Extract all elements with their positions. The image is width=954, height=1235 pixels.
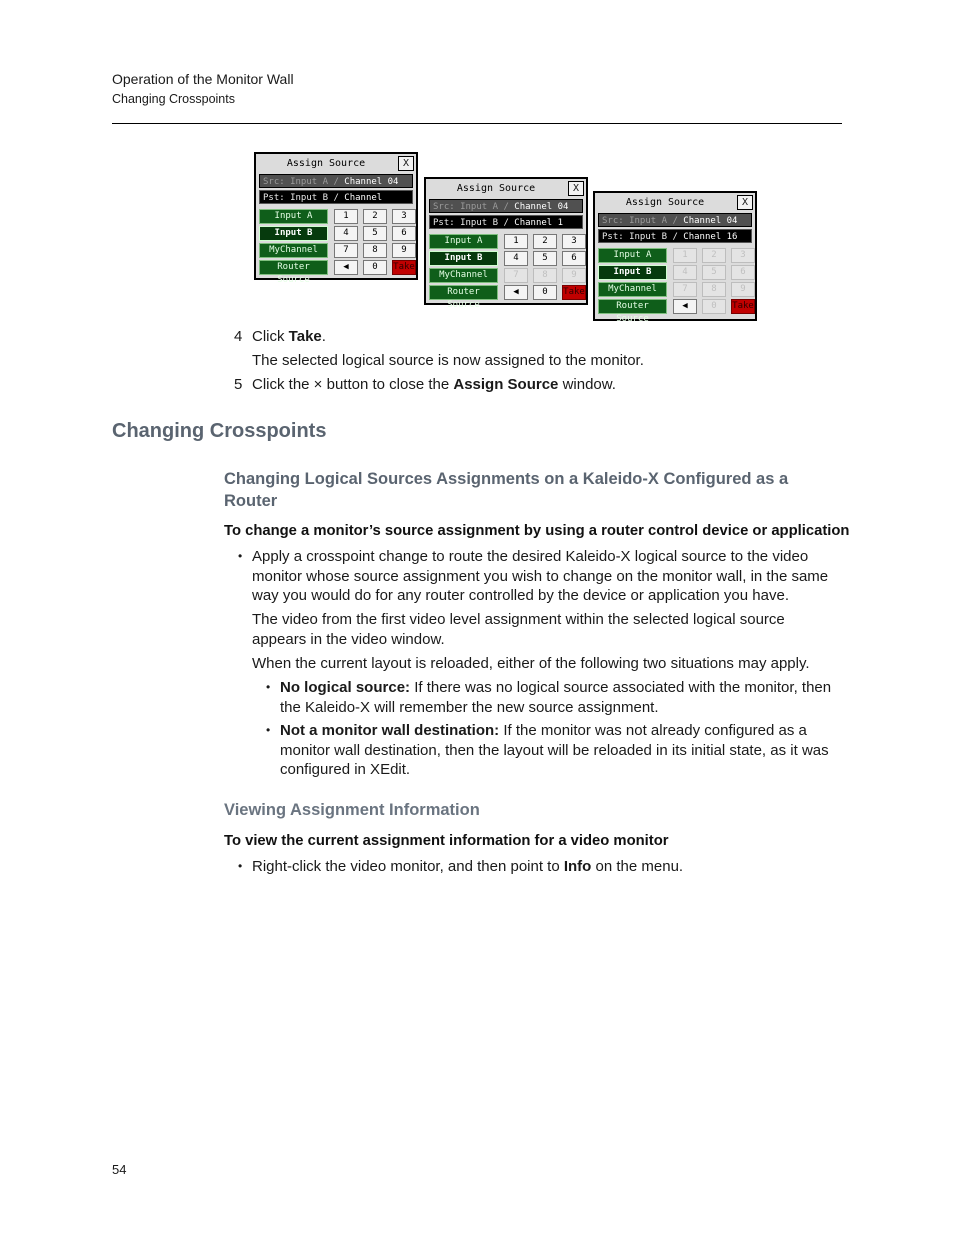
input-a-button[interactable]: Input A <box>259 209 328 224</box>
procedure-title-2: To view the current assignment information for a video monitor <box>224 833 669 849</box>
input-b-button[interactable]: Input B <box>598 265 667 280</box>
src-row <box>259 174 413 188</box>
step-4-post: . <box>321 328 326 345</box>
keypad-key-4[interactable]: 4 <box>673 265 697 280</box>
keypad-key-8[interactable]: 8 <box>363 243 387 258</box>
assign-source-dialog-3 <box>593 191 757 324</box>
backspace-key[interactable]: ◀ <box>334 260 358 275</box>
keypad-key-8[interactable]: 8 <box>702 282 726 297</box>
running-header-section: Changing Crosspoints <box>112 92 235 106</box>
sub-bullet-marker: • <box>266 680 271 694</box>
keypad-key-9[interactable]: 9 <box>731 282 755 297</box>
keypad-key-0[interactable]: 0 <box>533 285 557 300</box>
step-4-number: 4 <box>234 328 243 345</box>
step-5-pre: Click the × button to close the <box>252 376 454 393</box>
keypad-key-5[interactable]: 5 <box>702 265 726 280</box>
para-2: When the current layout is reloaded, either of the following two situations may apply. <box>252 655 810 672</box>
sub-bullet-1 <box>280 678 842 717</box>
pst-label: Pst: Input B / <box>433 218 509 228</box>
bullet-2-post: on the menu. <box>591 858 684 875</box>
bullet-2-pre: Right-click the video monitor, and then point to <box>252 858 564 875</box>
sub-bullet-2-term: Not a monitor wall destination: <box>280 722 500 739</box>
para-1: The video from the first video level assignment within the selected logical source appears in the video window. <box>252 611 785 648</box>
pst-label: Pst: Input B / <box>263 193 339 203</box>
keypad-key-2[interactable]: 2 <box>363 209 387 224</box>
step-5-bold: Assign Source <box>453 376 559 393</box>
keypad-key-1[interactable]: 1 <box>504 234 528 249</box>
keypad-key-7[interactable]: 7 <box>673 282 697 297</box>
keypad-key-5[interactable]: 5 <box>363 226 387 241</box>
keypad-key-6[interactable]: 6 <box>392 226 416 241</box>
src-label: Src: Input A / <box>433 202 509 212</box>
keypad-key-2[interactable]: 2 <box>702 248 726 263</box>
pst-channel: Channel 1 <box>514 218 564 228</box>
bullet-2-bold: Info <box>563 858 592 875</box>
pst-channel: Channel <box>344 193 383 203</box>
close-button[interactable]: X <box>737 195 753 210</box>
bullet-marker: • <box>238 859 243 873</box>
pst-row <box>259 190 413 204</box>
keypad-key-3[interactable]: 3 <box>731 248 755 263</box>
running-header-chapter: Operation of the Monitor Wall <box>112 71 294 87</box>
step-5-post: window. <box>558 376 616 393</box>
keypad-key-6[interactable]: 6 <box>562 251 586 266</box>
backspace-key[interactable]: ◀ <box>673 299 697 314</box>
mychannel-button[interactable]: MyChannel <box>429 268 498 283</box>
step-4-result: The selected logical source is now assigned to the monitor. <box>252 352 644 369</box>
assign-source-dialog-2 <box>424 177 588 310</box>
sub-bullet-2 <box>280 721 830 780</box>
assign-source-dialog-1 <box>254 152 418 285</box>
router-source-button[interactable]: Router Source <box>429 285 498 300</box>
pst-row <box>429 215 583 229</box>
dialog-title: Assign Source <box>286 158 366 169</box>
src-channel: Channel 04 <box>683 216 738 226</box>
subsection-heading: Changing Logical Sources Assignments on a Kaleido-X Configured as a Router <box>224 470 789 510</box>
take-button[interactable]: Take <box>392 260 416 275</box>
dialog-title: Assign Source <box>456 183 536 194</box>
keypad-key-2[interactable]: 2 <box>533 234 557 249</box>
close-button[interactable]: X <box>398 156 414 171</box>
step-4-bold: Take <box>288 328 322 345</box>
page-number: 54 <box>112 1162 127 1177</box>
keypad-key-1[interactable]: 1 <box>334 209 358 224</box>
pst-label: Pst: Input B / <box>602 232 678 242</box>
keypad-key-8[interactable]: 8 <box>533 268 557 283</box>
mychannel-button[interactable]: MyChannel <box>598 282 667 297</box>
input-a-button[interactable]: Input A <box>429 234 498 249</box>
subsection-heading-2: Viewing Assignment Information <box>224 801 480 819</box>
keypad-key-3[interactable]: 3 <box>562 234 586 249</box>
keypad-key-3[interactable]: 3 <box>392 209 416 224</box>
keypad-key-1[interactable]: 1 <box>673 248 697 263</box>
keypad-key-7[interactable]: 7 <box>504 268 528 283</box>
take-button[interactable]: Take <box>562 285 586 300</box>
pst-channel: Channel 16 <box>683 232 738 242</box>
keypad-key-5[interactable]: 5 <box>533 251 557 266</box>
src-label: Src: Input A / <box>263 177 339 187</box>
step-4-pre: Click <box>252 328 289 345</box>
sub-bullet-2-text: If the monitor was not already configured as a monitor wall destination, then the layout will be reloaded in its initial state, as it was configured in XEdit. <box>280 722 829 778</box>
header-rule <box>112 123 842 124</box>
take-button[interactable]: Take <box>731 299 755 314</box>
keypad-key-0[interactable]: 0 <box>363 260 387 275</box>
src-channel: Channel 04 <box>344 177 399 187</box>
step-5-number: 5 <box>234 376 243 393</box>
dialog-title: Assign Source <box>625 197 705 208</box>
keypad-key-0[interactable]: 0 <box>702 299 726 314</box>
input-b-button[interactable]: Input B <box>429 251 498 266</box>
procedure-title: To change a monitor’s source assignment by using a router control device or application <box>224 523 850 539</box>
sub-bullet-1-term: No logical source: <box>280 679 411 696</box>
src-row <box>598 213 752 227</box>
keypad-key-4[interactable]: 4 <box>334 226 358 241</box>
src-label: Src: Input A / <box>602 216 678 226</box>
bullet-2-text <box>252 857 683 877</box>
sub-bullet-1-text: If there was no logical source associated with the monitor, then the Kaleido-X will remember the new source assignment. <box>280 679 832 716</box>
router-source-button[interactable]: Router Source <box>598 299 667 314</box>
keypad-key-4[interactable]: 4 <box>504 251 528 266</box>
section-heading: Changing Crosspoints <box>112 420 327 442</box>
router-source-button[interactable]: Router Source <box>259 260 328 275</box>
pst-row <box>598 229 752 243</box>
backspace-key[interactable]: ◀ <box>504 285 528 300</box>
input-b-button[interactable]: Input B <box>259 226 328 241</box>
input-a-button[interactable]: Input A <box>598 248 667 263</box>
sub-bullet-marker: • <box>266 723 271 737</box>
bullet-1-text: Apply a crosspoint change to route the desired Kaleido-X logical source to the video monitor whose source assignment you wish to change on the monitor wall, in the same way you would do for any router controlled by the device or application you have. <box>252 548 829 604</box>
step-5-text <box>252 375 616 395</box>
bullet-marker: • <box>238 549 243 563</box>
keypad-key-6[interactable]: 6 <box>731 265 755 280</box>
close-button[interactable]: X <box>568 181 584 196</box>
src-row <box>429 199 583 213</box>
keypad-key-7[interactable]: 7 <box>334 243 358 258</box>
step-4-text <box>252 327 326 347</box>
mychannel-button[interactable]: MyChannel <box>259 243 328 258</box>
keypad-key-9[interactable]: 9 <box>392 243 416 258</box>
src-channel: Channel 04 <box>514 202 569 212</box>
keypad-key-9[interactable]: 9 <box>562 268 586 283</box>
